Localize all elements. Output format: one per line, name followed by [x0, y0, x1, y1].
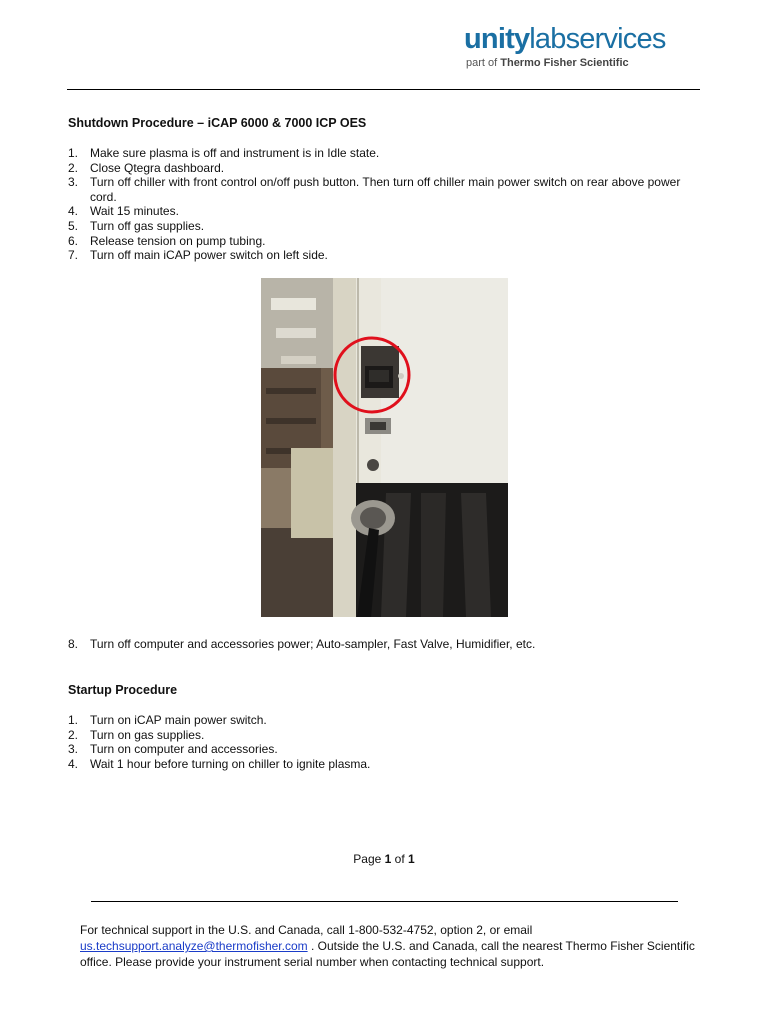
- footer-divider: [91, 901, 678, 902]
- step-number: 6.: [68, 233, 79, 248]
- footer-rest: . Outside the U.S. and Canada, call the nearest Thermo Fisher Scientific office. Please provide your instrument serial number when contacting technical support.: [80, 939, 695, 969]
- step-number: 4.: [68, 204, 79, 219]
- step-text: Turn on iCAP main power switch.: [90, 713, 267, 727]
- list-item: [68, 146, 688, 161]
- logo-tagline-prefix: part of: [466, 57, 498, 69]
- step-text: Close Qtegra dashboard.: [90, 160, 225, 175]
- step-number: 3.: [68, 175, 79, 190]
- list-item: [68, 757, 688, 772]
- logo-wordmark: [464, 22, 704, 56]
- page-of: of: [394, 852, 405, 866]
- page-current: 1: [384, 852, 392, 866]
- logo-brand-bold: unity: [464, 23, 530, 55]
- header-divider: [67, 89, 700, 90]
- step-text: Release tension on pump tubing.: [90, 233, 266, 248]
- list-item: [68, 742, 688, 757]
- step-text: Wait 15 minutes.: [90, 204, 179, 219]
- list-item: [68, 234, 688, 249]
- list-item: [68, 248, 688, 263]
- step-number: 3.: [68, 742, 79, 757]
- logo-tagline: [466, 57, 704, 69]
- list-item: [68, 713, 688, 728]
- list-item: [68, 175, 688, 204]
- step-text: Make sure plasma is off and instrument is in Idle state.: [90, 146, 380, 160]
- page-label: Page: [353, 852, 382, 866]
- startup-steps-list: [68, 713, 688, 771]
- step-text: Wait 1 hour before turning on chiller to ignite plasma.: [90, 756, 371, 771]
- step-number: 2.: [68, 727, 79, 742]
- list-item: [68, 219, 688, 234]
- step-text: Turn off gas supplies.: [90, 218, 205, 233]
- power-switch-photo: [261, 278, 508, 617]
- step-number: 7.: [68, 248, 79, 263]
- footer-line1: For technical support in the U.S. and Canada, call 1-800-532-4752, option 2, or email: [80, 923, 533, 937]
- step-number: 2.: [68, 160, 79, 175]
- step-number: 5.: [68, 218, 79, 233]
- startup-title: Startup Procedure: [68, 683, 178, 697]
- step-text: Turn on gas supplies.: [90, 727, 205, 742]
- step-number: 8.: [68, 637, 79, 651]
- shutdown-title: Shutdown Procedure – iCAP 6000 & 7000 ICP OES: [68, 116, 367, 130]
- list-item: [68, 161, 688, 176]
- page-total: 1: [408, 852, 415, 866]
- support-footer: [80, 922, 700, 970]
- step-number: 1.: [68, 713, 79, 727]
- logo-tagline-company: Thermo Fisher Scientific: [500, 57, 629, 69]
- support-email-link[interactable]: us.techsupport.analyze@thermofisher.com: [80, 939, 308, 953]
- list-item: [68, 204, 688, 219]
- shutdown-step-8-list: [68, 637, 688, 652]
- step-text: Turn off chiller with front control on/off push button. Then turn off chiller main power switch on rear above power cord.: [90, 175, 681, 204]
- step-number: 1.: [68, 146, 79, 160]
- page-number: [0, 852, 768, 866]
- shutdown-steps-list: [68, 146, 688, 263]
- company-logo: [464, 22, 704, 69]
- step-text: Turn on computer and accessories.: [90, 742, 278, 757]
- step-number: 4.: [68, 756, 79, 771]
- list-item: [68, 637, 688, 652]
- list-item: [68, 728, 688, 743]
- step-text: Turn off main iCAP power switch on left side.: [90, 248, 328, 263]
- step-text: Turn off computer and accessories power; Auto-sampler, Fast Valve, Humidifier, etc.: [90, 637, 536, 651]
- logo-brand-rest: labservices: [529, 23, 666, 55]
